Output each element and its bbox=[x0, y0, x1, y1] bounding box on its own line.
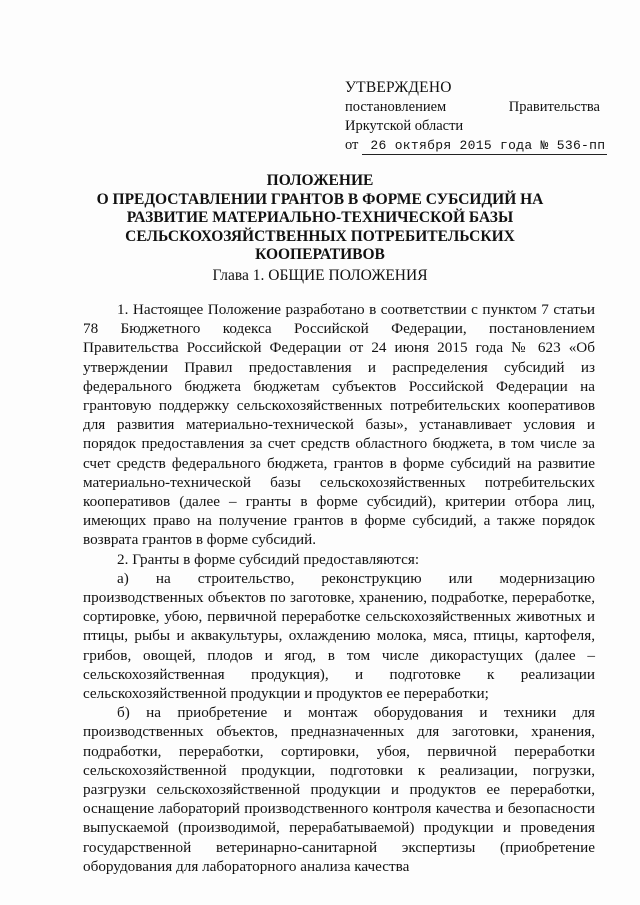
paragraph-2a: а) на строительство, реконструкцию или модернизацию производственных объектов по заготовке, хранению, подработке, переработке, сортировке, убою, первичной переработке сельскохозяйственных животных и птицы, рыбы и аквакультуры, охлаждению молока, мяса, птицы, картофеля, грибов, овощей, плодов и ягод, в том числе дикорастущих (далее – сельскохозяйственная продукция), и подготовке к реализации сельскохозяйственной продукции и продуктов ее переработки; bbox=[83, 569, 595, 703]
approval-date-value: 26 октября 2015 года № 536-пп bbox=[362, 138, 607, 155]
paragraph-2: 2. Гранты в форме субсидий предоставляются: bbox=[117, 550, 420, 568]
title-line-1: ПОЛОЖЕНИЕ bbox=[266, 172, 374, 189]
approval-line-1-left: постановлением bbox=[345, 99, 447, 115]
approval-line-2: Иркутской области bbox=[345, 118, 464, 134]
approval-line-1-right: Правительства bbox=[508, 99, 600, 115]
paragraph-2b: б) на приобретение и монтаж оборудования и техники для производственных объектов, предназначенных для заготовки, хранения, подработки, переработки, сортировки, убоя, первичной переработки сельскохозяйственной продукции, подготовки к реализации, погрузки, разгрузки сельскохозяйственной продукции и продуктов ее переработки, оснащение лабораторий производственного контроля качества и безопасности выпускаемой (производимой, перерабатываемой) продукции и проведения государственной ветеринарно-санитарной экспертизы (приобретение оборудования для лабораторного анализа качества bbox=[83, 704, 595, 875]
document-body bbox=[83, 300, 595, 876]
approval-date-row bbox=[345, 136, 606, 155]
title-line-3: РАЗВИТИЕ МАТЕРИАЛЬНО-ТЕХНИЧЕСКОЙ БАЗЫ bbox=[126, 209, 514, 226]
document-title bbox=[90, 172, 550, 265]
approval-heading: УТВЕРЖДЕНО bbox=[345, 79, 452, 96]
approval-date-prefix: от bbox=[345, 137, 359, 153]
chapter-heading: Глава 1. ОБЩИЕ ПОЛОЖЕНИЯ bbox=[212, 267, 428, 284]
title-line-4: СЕЛЬСКОХОЗЯЙСТВЕННЫХ ПОТРЕБИТЕЛЬСКИХ bbox=[125, 227, 515, 245]
title-line-5: КООПЕРАТИВОВ bbox=[255, 246, 385, 263]
paragraph-1: 1. Настоящее Положение разработано в соответствии с пунктом 7 статьи 78 Бюджетного кодекса Российской Федерации, постановлением Правительства Российской Федерации от 24 июня 2015 года № 623 «Об утверждении Правил предоставления и распределения субсидий из федерального бюджета бюджетам субъектов Российской Федерации на грантовую поддержку сельскохозяйственных потребительских кооперативов для развития материально-технической базы», устанавливает условия и порядок предоставления за счет средств областного бюджета, в том числе за счет средств федерального бюджета, грантов в форме субсидий на развитие материально-технической базы сельскохозяйственных потребительских кооперативов (далее – гранты в форме субсидий), критерии отбора лиц, имеющих право на получение грантов в форме субсидий, а также порядок возврата грантов в форме субсидий. bbox=[83, 301, 595, 549]
title-line-2: О ПРЕДОСТАВЛЕНИИ ГРАНТОВ В ФОРМЕ СУБСИДИЙ НА bbox=[96, 190, 544, 208]
approval-line-1 bbox=[345, 98, 600, 117]
approval-block bbox=[345, 78, 606, 155]
